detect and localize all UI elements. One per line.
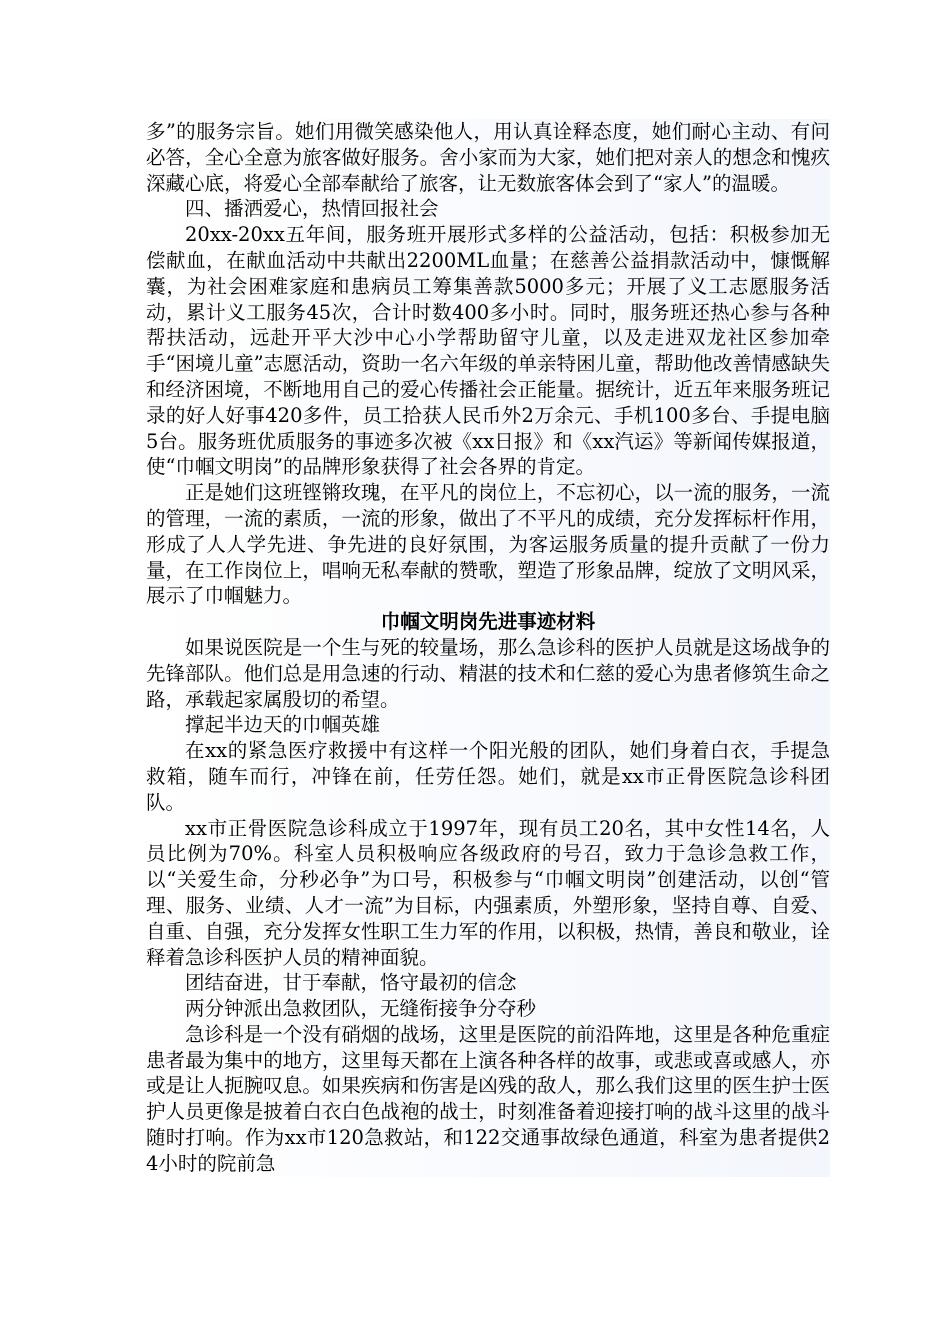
heading-two-minute-dispatch: 两分钟派出急救团队，无缝衔接争分夺秒	[146, 996, 830, 1022]
document-title: 巾帼文明岗先进事迹材料	[146, 609, 830, 635]
heading-heroines: 撑起半边天的巾帼英雄	[146, 712, 830, 738]
heading-unity-dedication: 团结奋进，甘于奉献，恪守最初的信念	[146, 970, 830, 996]
paragraph-service-purpose: 多”的服务宗旨。她们用微笑感染他人，用认真诠释态度，她们耐心主动、有问必答，全心全意为旅客做好服务。舍小家而为大家，她们把对亲人的想念和愧疚深藏心底，将爱心全部奉献给了旅客，让无数旅客体会到了“家人”的温暖。	[146, 120, 830, 195]
paragraph-team-intro: 在xx的紧急医疗救援中有这样一个阳光般的团队，她们身着白衣，手提急救箱，随车而行，冲锋在前，任劳任怨。她们，就是xx市正骨医院急诊科团队。	[146, 739, 830, 814]
paragraph-hospital-intro: 如果说医院是一个生与死的较量场，那么急诊科的医护人员就是这场战争的先锋部队。他们总是用急速的行动、精湛的技术和仁慈的爱心为患者修筑生命之路，承载起家属殷切的希望。	[146, 635, 830, 711]
paragraph-charity-activities: 20xx-20xx五年间，服务班开展形式多样的公益活动，包括：积极参加无偿献血，在献血活动中共献出2200ML血量；在慈善公益捐款活动中，慷慨解囊，为社会困难家庭和患病员工筹集善款5000多元；开展了义工志愿服务活动，累计义工服务45次，合计时数400多小时。同时，服务班还热心参与各种帮扶活动，远赴开平大沙中心小学帮助留守儿童，以及走进双龙社区参加牵手“困境儿童”志愿活动，资助一名六年级的单亲特困儿童，帮助他改善情感缺失和经济困境，不断地用自己的爱心传播社会正能量。据统计，近五年来服务班记录的好人好事420多件，员工拾获人民币外2万余元、手机100多台、手提电脑5台。服务班优质服务的事迹多次被《xx日报》和《xx汽运》等新闻传媒报道，使“巾帼文明岗”的品牌形象获得了社会各界的肯定。	[146, 223, 830, 479]
paragraph-achievements-summary: 正是她们这班铿锵玫瑰，在平凡的岗位上，不忘初心，以一流的服务，一流的管理，一流的素质，一流的形象，做出了不平凡的成绩，充分发挥标杆作用，形成了人人学先进、争先进的良好氛围，为客运服务质量的提升贡献了一份力量，在工作岗位上，唱响无私奉献的赞歌，塑造了形象品牌，绽放了文明风采，展示了巾帼魅力。	[146, 481, 830, 608]
heading-spread-love: 四、播洒爱心，热情回报社会	[146, 196, 830, 222]
paragraph-department-overview: xx市正骨医院急诊科成立于1997年，现有员工20名，其中女性14名，人员比例为70%。科室人员积极响应各级政府的号召，致力于急诊急救工作，以“关爱生命，分秒必争”为口号，积极参与“巾帼文明岗”创建活动，以创“管理、服务、业绩、人才一流”为目标，内强素质，外塑形象，坚持自尊、自爱、自重、自强，充分发挥女性职工生力军的作用，以积极，热情，善良和敬业，诠释着急诊科医护人员的精神面貌。	[146, 816, 830, 969]
paragraph-emergency-battlefield: 急诊科是一个没有硝烟的战场，这里是医院的前沿阵地，这里是各种危重症患者最为集中的地方，这里每天都在上演各种各样的故事，或悲或喜或感人，亦或是让人扼腕叹息。如果疾病和伤害是凶残的敌人，那么我们这里的医生护士医护人员更像是披着白衣白色战袍的战士，时刻准备着迎接打响的战斗这里的战斗随时打响。作为xx市120急救站，和122交通事故绿色通道，科室为患者提供24小时的院前急	[146, 1022, 830, 1175]
document-page	[146, 119, 830, 1177]
